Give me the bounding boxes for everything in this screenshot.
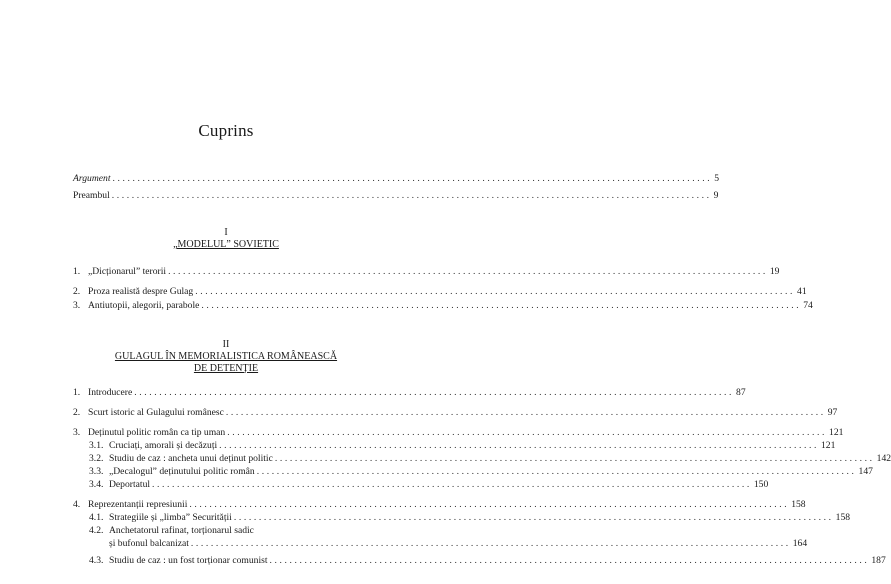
part-2-title-line-1: GULAGUL ÎN MEMORIALISTICA ROMÂNEASCĂ xyxy=(114,351,338,362)
toc-entry-label: Anchetatorul rafinat, torționarul sadic xyxy=(109,525,254,536)
toc-subentry xyxy=(89,465,873,478)
toc-entry-line-1 xyxy=(89,524,382,537)
toc-leader-dots: ........................................................................................................................ xyxy=(227,427,828,438)
part-2-title-line-2: DE DETENȚIE xyxy=(193,363,259,374)
toc-leader-dots: ........................................................................................................................ xyxy=(195,286,796,297)
toc-entry-label: Reprezentanții represiunii xyxy=(88,499,188,510)
toc-page-number: 147 xyxy=(858,466,873,477)
toc-entry-number: 4.1. xyxy=(89,512,104,523)
toc-entry-label: „Dicționarul” terorii xyxy=(88,266,167,277)
part-1-numeral: I xyxy=(224,227,228,238)
toc-entry-number: 3.1. xyxy=(89,440,104,451)
toc-entry-label: Cruciați, amorali și decăzuți xyxy=(109,440,218,451)
toc-entry-number: 3.4. xyxy=(89,479,104,490)
toc-subentry xyxy=(89,554,886,567)
toc-entry-label: Antiutopii, alegorii, parabole xyxy=(88,300,200,311)
toc-leader-dots: ........................................................................................................................ xyxy=(233,512,834,523)
toc-entry-number: 3. xyxy=(73,300,81,311)
toc-entry-label: „Decalogul” deținutului politic român xyxy=(109,466,255,477)
toc-entry-label: Strategiile și „limba” Securității xyxy=(109,512,232,523)
toc-leader-dots: ........................................................................................................................ xyxy=(190,538,791,549)
toc-page-number: 158 xyxy=(835,512,851,523)
toc-page-number: 158 xyxy=(791,499,806,510)
toc-entry-label: și bufonul balcanizat xyxy=(109,538,189,549)
toc-leader-dots: ........................................................................................................................ xyxy=(256,466,857,477)
toc-leader-dots: ........................................................................................................................ xyxy=(168,266,768,277)
toc-entry-number: 4.2. xyxy=(89,525,104,536)
toc-page-number: 164 xyxy=(792,538,808,549)
toc-leader-dots: ........................................................................................................................ xyxy=(152,479,752,490)
page-title: Cuprins xyxy=(198,121,254,140)
toc-subentry xyxy=(89,478,769,491)
toc-entry-number: 3.3. xyxy=(89,466,104,477)
toc-entry-number: 3.2. xyxy=(89,453,104,464)
toc-entry xyxy=(73,299,813,312)
toc-entry-preambul xyxy=(73,189,719,202)
toc-leader-dots: ........................................................................................................................ xyxy=(225,407,826,418)
toc-page-number: 121 xyxy=(829,427,844,438)
toc-page-number: 142 xyxy=(876,453,891,464)
toc-entry-number: 1. xyxy=(73,387,81,398)
toc-entry xyxy=(73,406,838,419)
toc-subentry xyxy=(89,439,836,452)
toc-entry-number: 3. xyxy=(73,427,81,438)
toc-leader-dots: ........................................................................................................................ xyxy=(134,387,735,398)
toc-leader-dots: ........................................................................................................................ xyxy=(274,453,875,464)
toc-page-number: 150 xyxy=(753,479,769,490)
toc-leader-dots: ........................................................................................................................ xyxy=(111,190,712,201)
toc-entry xyxy=(73,265,780,278)
part-2-numeral: II xyxy=(222,339,230,350)
toc-page-number: 41 xyxy=(797,286,807,297)
toc-leader-dots: ........................................................................................................................ xyxy=(219,440,819,451)
toc-entry xyxy=(73,285,807,298)
toc-subentry xyxy=(89,452,891,465)
toc-entry-label: Studiu de caz : un fost torționar comunist xyxy=(109,555,268,566)
toc-entry-label: Proza realistă despre Gulag xyxy=(88,286,194,297)
toc-entry-number: 4. xyxy=(73,499,81,510)
toc-page-number: 97 xyxy=(827,407,838,418)
toc-leader-dots: ........................................................................................................................ xyxy=(201,300,802,311)
toc-entry-number: 2. xyxy=(73,407,81,418)
toc-entry-label: Deportatul xyxy=(109,479,151,490)
toc-page-number: 9 xyxy=(713,190,719,201)
toc-leader-dots: ........................................................................................................................ xyxy=(189,499,790,510)
toc-entry-number: 1. xyxy=(73,266,81,277)
toc-page-number: 19 xyxy=(769,266,780,277)
toc-page-number: 121 xyxy=(820,440,836,451)
toc-page-number: 5 xyxy=(714,173,720,184)
toc-entry-label: Studiu de caz : ancheta unui deținut politic xyxy=(109,453,273,464)
toc-entry xyxy=(73,498,806,511)
toc-leader-dots: ........................................................................................................................ xyxy=(269,555,870,566)
toc-page-number: 187 xyxy=(871,555,886,566)
toc-entry-label: Introducere xyxy=(88,387,133,398)
toc-entry-number: 2. xyxy=(73,286,81,297)
toc-entry-label: Scurt istoric al Gulagului românesc xyxy=(88,407,224,418)
toc-leader-dots: ........................................................................................................................ xyxy=(112,173,713,184)
toc-entry-label: Deținutul politic român ca tip uman xyxy=(88,427,226,438)
part-1-title: „MODELUL” SOVIETIC xyxy=(173,239,279,250)
toc-page-number: 74 xyxy=(803,300,813,311)
toc-entry-argument xyxy=(73,172,720,185)
toc-subentry xyxy=(89,511,851,524)
toc-entry-line-2 xyxy=(109,537,808,550)
toc-entry xyxy=(73,386,746,399)
toc-entry-label: Preambul xyxy=(73,190,110,201)
toc-entry-label: Argument xyxy=(73,173,111,184)
toc-page-number: 87 xyxy=(736,387,746,398)
toc-entry xyxy=(73,426,844,439)
toc-entry-number: 4.3. xyxy=(89,555,104,566)
